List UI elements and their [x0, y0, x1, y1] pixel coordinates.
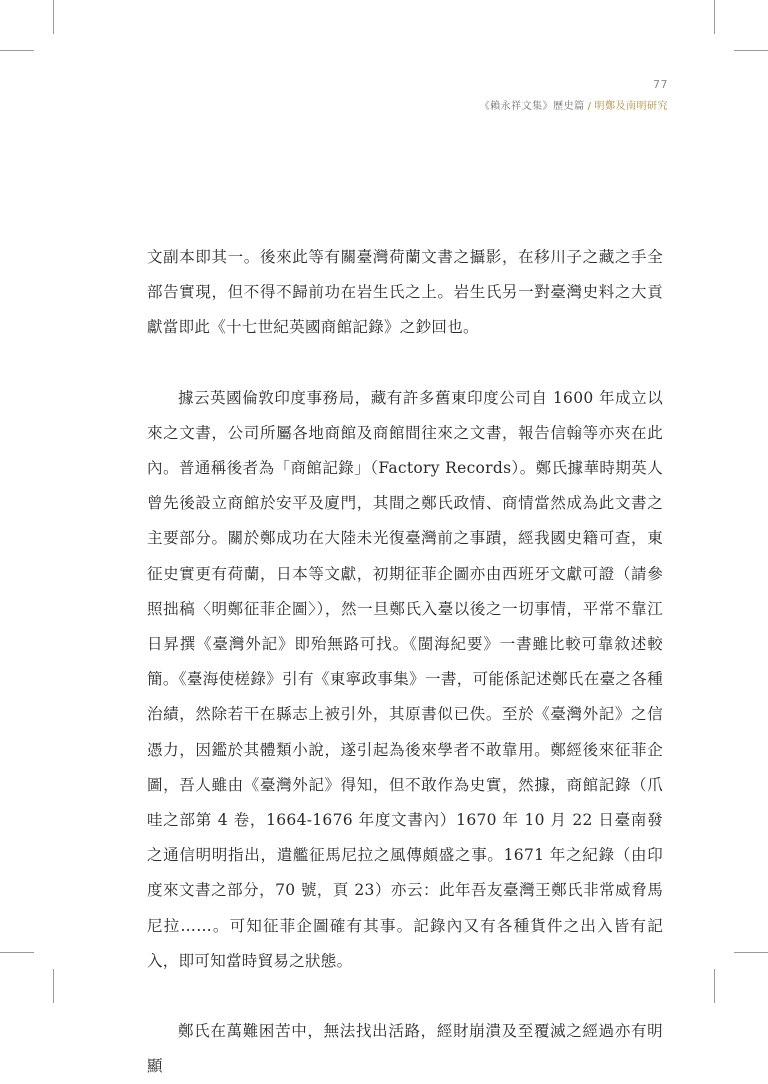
page-number: 77 — [653, 78, 668, 91]
crop-mark-top-left-horizontal — [0, 50, 34, 51]
book-title: 《賴永祥文集》歷史篇 — [479, 101, 585, 112]
header-separator: / — [587, 101, 592, 112]
crop-mark-top-right-horizontal — [734, 50, 768, 51]
crop-mark-top-right — [714, 0, 715, 34]
header-line — [480, 97, 668, 112]
body-text — [147, 240, 663, 1084]
running-head — [480, 78, 668, 112]
crop-mark-bottom-right — [714, 969, 715, 1003]
paragraph-factory-records: 據云英國倫敦印度事務局，藏有許多舊東印度公司自 1600 年成立以來之文書，公司所屬各地商館及商館間往來之文書，報告信翰等亦夾在此內。普通稱後者為「商館記錄」（Factory Records）。鄭氏據華時期英人曾先後設立商館於安平及廈門，其間之鄭氏政情、商情當然成為此文書之主要部分。關於鄭成功在大陸未光復臺灣前之事蹟，經我國史籍可查，東征史實更有荷蘭，日本等文獻，初期征菲企圖亦由西班牙文獻可證（請參照拙稿〈明鄭征菲企圖〉），然一旦鄭氏入臺以後之一切事情，平常不靠江日昇撰《臺灣外記》即殆無路可找。《閩海紀要》一書雖比較可靠敘述較簡。《臺海使槎錄》引有《東寧政事集》一書，可能係記述鄭氏在臺之各種治績，然除若干在縣志上被引外，其原書似已佚。至於《臺灣外記》之信憑力，因鑑於其體類小說，遂引起為後來學者不敢靠用。鄭經後來征菲企圖，吾人雖由《臺灣外記》得知，但不敢作為史實，然據，商館記錄（爪哇之部第 4 卷，1664-1676 年度文書內）1670 年 10 月 22 日臺南發之通信明明指出，遣艦征馬尼拉之風傳頗盛之事。1671 年之紀錄（由印度來文書之部分，70 號，頁 23）亦云：此年吾友臺灣王鄭氏非常威脅馬尼拉……。可知征菲企圖確有其事。記錄內又有各種貨件之出入皆有記入，即可知當時貿易之狀態。 — [147, 388, 663, 970]
paragraph-decline: 鄭氏在萬難困苦中，無法找出活路，經財崩潰及至覆滅之經過亦有明顯 — [147, 1022, 663, 1076]
crop-mark-top-left — [53, 0, 54, 34]
crop-mark-bottom-left — [53, 969, 54, 1003]
crop-mark-bottom-left-horizontal — [0, 952, 34, 953]
crop-mark-bottom-right-horizontal — [734, 952, 768, 953]
section-title: 明鄭及南明研究 — [594, 101, 668, 112]
paragraph-continuation: 文副本即其一。後來此等有關臺灣荷蘭文書之攝影，在移川子之藏之手全部告實現，但不得不歸前功在岩生氏之上。岩生氏另一對臺灣史料之大貢獻當即此《十七世紀英國商館記錄》之鈔回也。 — [147, 248, 663, 337]
